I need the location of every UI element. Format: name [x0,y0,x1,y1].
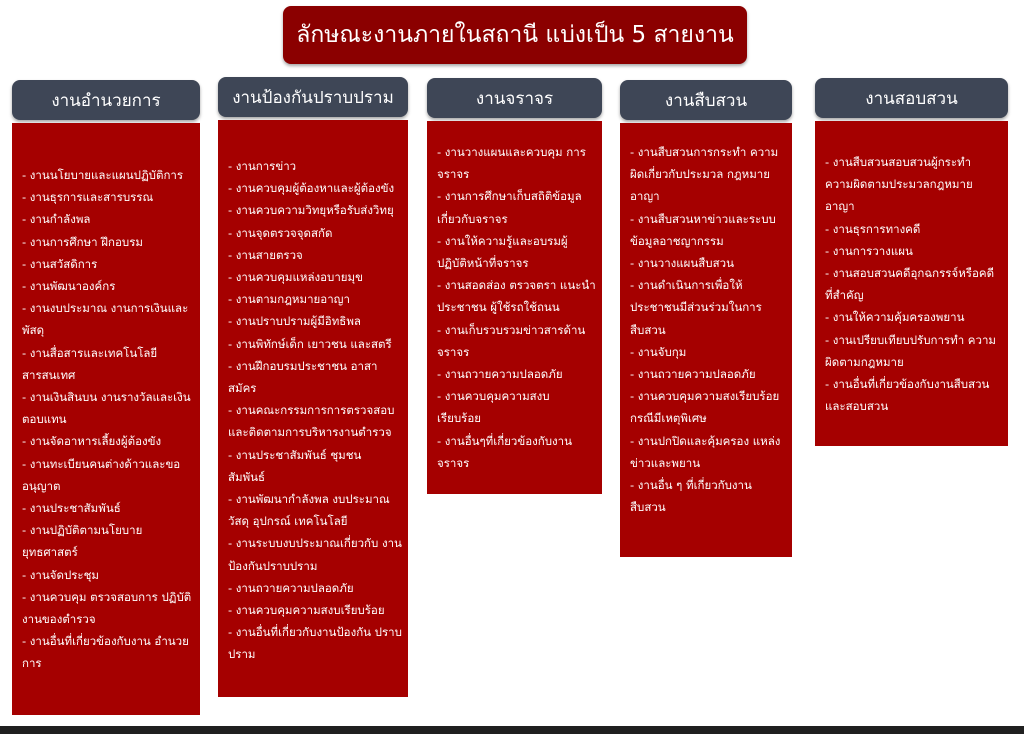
task-item: - งานสอบสวนคดีอุกฉกรรจ์หรือคดี ที่สำคัญ [825,266,995,303]
task-item: - งานวางแผนสืบสวน [630,256,734,271]
box-investigation [620,123,792,557]
task-item: - งานประชาสัมพันธ์ [22,501,121,516]
task-item: - งานพัฒนาองค์กร [22,279,116,294]
task-item: - งานทะเบียนคนต่างด้าวและขอ อนุญาต [22,456,181,493]
diagram-title: ลักษณะงานภายในสถานี แบ่งเป็น 5 สายงาน [283,6,747,64]
box-prevention-suppression [218,120,408,697]
task-item: - งานจับกุม [630,344,687,359]
task-item: - งานคณะกรรมการการตรวจสอบ และติดตามการบริหารงานตำรวจ [228,403,395,440]
task-item: - งานสายตรวจ [228,247,303,262]
task-item: - งานพิทักษ์เด็ก เยาวชน และสตรี [228,336,392,351]
task-list-administration [22,164,194,675]
bottom-bar [0,726,1024,734]
task-item: - งานควบคุมความสงบเรียบร้อย [228,603,385,618]
task-item: - งานควบคุมความสงเรียบร้อย กรณีมีเหตุพิเศษ [630,389,780,426]
task-item: - งานอื่นๆที่เกี่ยวข้องกับงาน จราจร [437,433,572,470]
task-item: - งานฝึกอบรมประชาชน อาสาสมัคร [228,358,378,396]
task-item: - งานงบประมาณ งานการเงินและ พัสดุ [22,301,189,338]
task-item: - งานสื่อสารและเทคโนโลยี สารสนเทศ [22,345,158,382]
task-item: - งานอื่นที่เกี่ยวข้องกับงานสืบสวน และสอบสวน [825,377,990,414]
task-item: - งานสืบสวนการกระทำ ความผิดเกี่ยวกับประมวล กฎหมายอาญา [630,145,779,204]
task-item: - งานสอดส่อง ตรวจตรา แนะนำประชาชน ผู้ใช้รถใช้ถนน [437,278,596,315]
task-item: - งานประชาสัมพันธ์ ชุมชน สัมพันธ์ [228,447,362,484]
header-administration: งานอำนวยการ [12,80,200,120]
task-item: - งานการวางแผน [825,243,913,258]
header-prevention-suppression: งานป้องกันปราบปราม [218,77,408,117]
task-item: - งานสืบสวนหาข่าวและระบบ ข้อมูลอาชญากรรม [630,211,776,248]
task-item: - งานจัดประชุม [22,567,99,582]
task-item: - งานการศึกษา ฝึกอบรม [22,234,143,249]
task-item: - งานตามกฎหมายอาญา [228,292,350,307]
task-item: - งานจุดตรวจจุดสกัด [228,225,333,240]
task-item: - งานควบคุม ตรวจสอบการ ปฏิบัติงานของตำรวจ [22,589,192,627]
task-item: - งานนโยบายและแผนปฏิบัติการ [22,168,184,182]
task-item: - งานควบคุมความสงบ เรียบร้อย [437,389,550,426]
box-inquiry [815,121,1008,446]
task-item: - งานสืบสวนสอบสวนผู้กระทำ ความผิดตามประมวลกฎหมาย อาญา [825,155,973,214]
task-item: - งานธุรการทางคดี [825,221,921,236]
task-item: - งานให้ความคุ้มครองพยาน [825,310,965,325]
task-item: - งานปราบปรามผู้มีอิทธิพล [228,314,361,329]
task-item: - งานสวัสดิการ [22,256,98,271]
task-list-traffic [437,141,596,474]
task-item: - งานการศึกษาเก็บสถิติข้อมูล เกี่ยวกับจราจร [437,189,582,226]
task-item: - งานดำเนินการเพื่อให้ ประชาชนมีส่วนร่วมในการ สืบสวน [630,278,762,337]
task-item: - งานอื่นที่เกี่ยวกับงานป้องกัน ปราบปราม [228,625,402,662]
task-list-prevention-suppression [228,155,402,666]
task-item: - งานธุรการและสารบรรณ [22,190,154,205]
task-item: - งานควบความวิทยุหรือรับส่งวิทยุ [228,203,394,218]
task-item: - งานเงินสินบน งานรางวัลและเงิน ตอบแทน [22,390,191,427]
header-inquiry: งานสอบสวน [815,78,1008,118]
task-item: - งานปกปิดและคุ้มครอง แหล่งข่าวและพยาน [630,433,781,470]
box-administration [12,123,200,715]
task-item: - งานพัฒนากำลังพล งบประมาณ วัสดุ อุปกรณ์ เทคโนโลยี [228,492,390,529]
task-item: - งานเปรียบเทียบปรับการทำ ความผิดตามกฎหมาย [825,332,996,369]
task-item: - งานระบบงบประมาณเกี่ยวกับ งานป้องกันปราบปราม [228,536,402,573]
task-item: - งานถวายความปลอดภัย [630,367,756,382]
box-traffic [427,121,602,494]
task-item: - งานควบคุมแหล่งอบายมุข [228,270,363,285]
header-traffic: งานจราจร [427,78,602,118]
task-item: - งานอื่น ๆ ที่เกี่ยวกับงาน สืบสวน [630,478,752,515]
task-item: - งานกำลังพล [22,212,91,227]
task-list-investigation [630,141,786,518]
task-item: - งานถวายความปลอดภัย [228,580,354,595]
task-item: - งานควบคุมผู้ต้องหาและผู้ต้องขัง [228,181,395,196]
task-item: - งานเก็บรวบรวมข่าวสารด้าน จราจร [437,322,586,359]
task-item: - งานให้ความรู้และอบรมผู้ ปฏิบัติหน้าที่จราจร [437,233,568,271]
task-item: - งานจัดอาหารเลี้ยงผู้ต้องขัง [22,434,162,449]
task-item: - งานการข่าว [228,159,297,173]
task-item: - งานถวายความปลอดภัย [437,367,563,382]
task-item: - งานปฏิบัติตามนโยบาย ยุทธศาสตร์ [22,523,143,560]
header-investigation: งานสืบสวน [620,80,792,120]
task-item: - งานอื่นที่เกี่ยวข้องกับงาน อำนวยการ [22,634,189,671]
task-list-inquiry [825,151,1002,417]
task-item: - งานวางแผนและควบคุม การจราจร [437,145,586,182]
